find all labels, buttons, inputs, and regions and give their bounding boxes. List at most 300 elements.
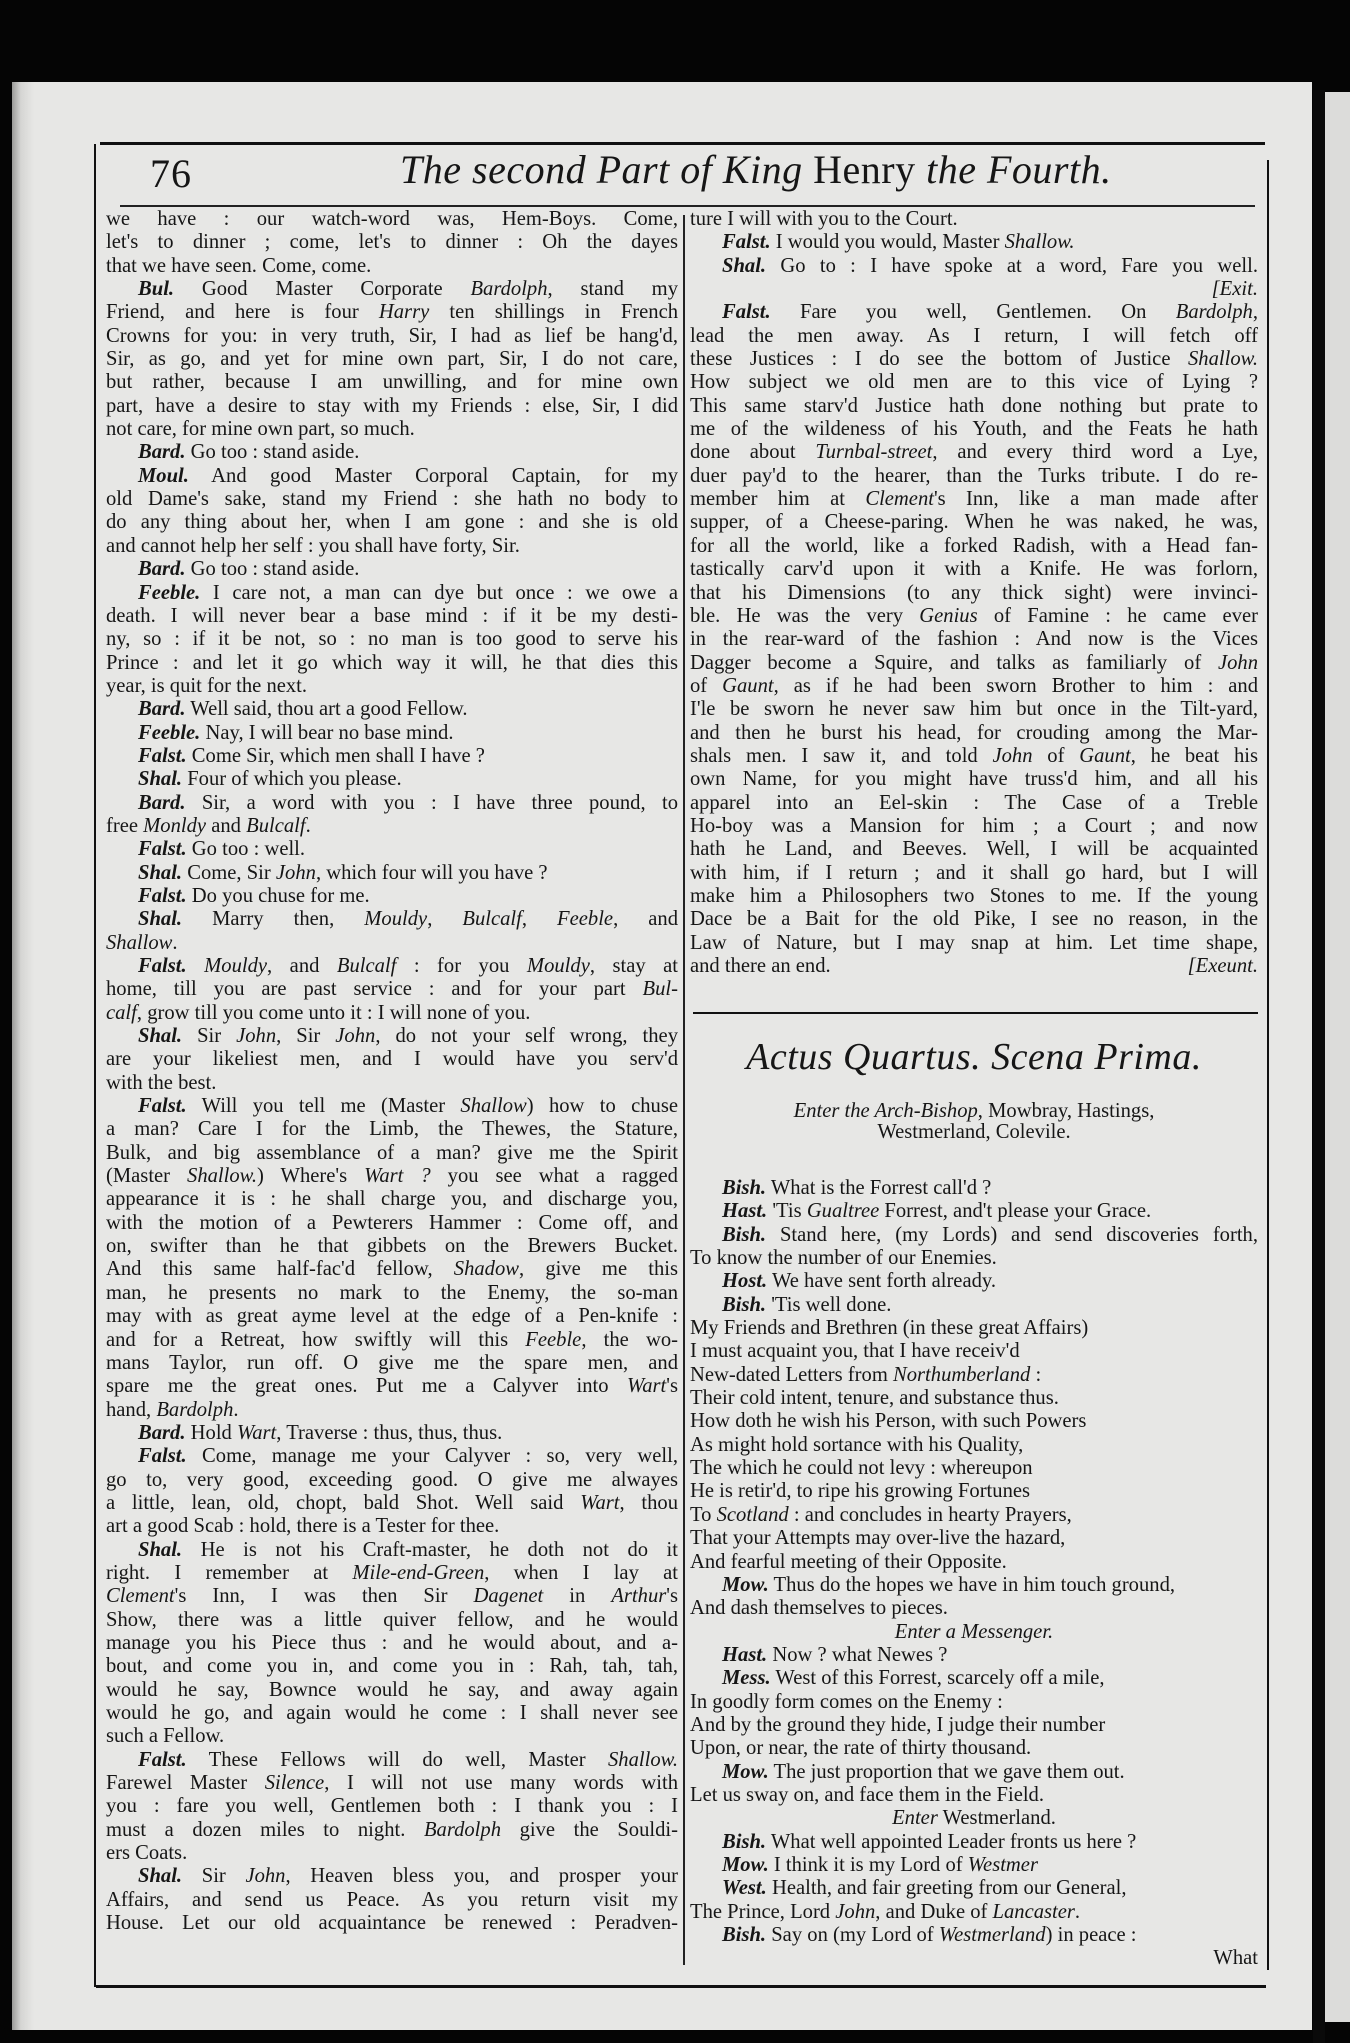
speaker-label: West. — [722, 1877, 767, 1900]
text-line — [106, 301, 678, 324]
speaker-label: Shal. — [722, 254, 767, 277]
dialogue-text: , and every third word a Lye, — [932, 441, 1258, 464]
proper-name: Shallow. — [1004, 231, 1075, 254]
text-line — [106, 1539, 678, 1562]
dialogue-text: and cannot help her self : you shall have forty, Sir. — [106, 534, 520, 557]
text-line — [106, 1469, 678, 1492]
proper-name: Lancaster — [992, 1900, 1075, 1923]
dialogue-text: New-dated Letters from — [690, 1363, 893, 1386]
text-line — [106, 955, 678, 978]
text-line — [690, 745, 1258, 768]
text-line — [690, 698, 1258, 721]
proper-name: Bulcalf — [462, 908, 522, 931]
text-line — [106, 325, 678, 348]
text-line — [106, 1118, 678, 1141]
dialogue-text: would he go, and again would he come : I shall never see — [106, 1702, 678, 1724]
dialogue-text — [187, 955, 204, 977]
dialogue-text: And dash themselves to pieces. — [690, 1597, 948, 1620]
text-line — [106, 1142, 678, 1165]
dialogue-text: let's to dinner ; come, let's to dinner : Oh the dayes — [106, 231, 678, 254]
dialogue-text: with him, if I return ; and it shall go hard, but I will — [690, 861, 1258, 884]
dialogue-text: hand, — [106, 1398, 157, 1421]
text-line — [106, 1305, 678, 1328]
speaker-label: Mess. — [722, 1667, 771, 1690]
dialogue-text: with the motion of a Pewterers Hammer : Come off, and — [106, 1211, 678, 1234]
dialogue-text: , stay at — [589, 955, 678, 977]
speaker-label: Bul. — [138, 278, 175, 301]
dialogue-text: death. I will never bear a base mind : if it be my desti- — [106, 604, 678, 627]
running-title-prefix: The second Part of — [400, 147, 713, 192]
speaker-label: Bish. — [722, 1223, 767, 1246]
dialogue-text: This same starv'd Justice hath done nothing but prate to — [690, 394, 1258, 417]
speaker-label: Falst. — [138, 1445, 187, 1468]
dialogue-text: apparel into an Eel-skin : The Case of a Treble — [690, 791, 1258, 814]
proper-name: John — [992, 744, 1033, 767]
text-line — [690, 1224, 1258, 1247]
dialogue-text: 'Tis well done. — [766, 1293, 892, 1316]
dialogue-text: That your Attempts may over-live the hazard, — [690, 1527, 1066, 1550]
proper-name: Gualtree — [806, 1200, 880, 1223]
right-column-text — [690, 208, 1258, 978]
text-line — [106, 1679, 678, 1702]
dialogue-text: man, he presents no mark to the Enemy, the so-man — [106, 1281, 678, 1304]
dialogue-text: ers Coats. — [106, 1842, 188, 1865]
dialogue-text: year, is quit for the next. — [106, 674, 308, 697]
speaker-label: Bard. — [138, 791, 186, 814]
speaker-label: Hast. — [722, 1643, 768, 1666]
frame-left-rule — [94, 144, 96, 1987]
text-line — [106, 1212, 678, 1235]
dialogue-text: The which he could not levy : whereupon — [690, 1457, 1033, 1480]
dialogue-text: Farewel Master — [106, 1772, 265, 1795]
dialogue-text: These Fellows will do well, Master — [186, 1748, 608, 1771]
dialogue-text: , which four will you have ? — [315, 861, 548, 884]
text-line — [690, 1574, 1258, 1597]
dialogue-text: . — [1074, 1900, 1081, 1923]
dialogue-text: Thus do the hopes we have in him touch ground, — [768, 1573, 1176, 1596]
text-line — [106, 535, 678, 558]
frame-bottom-rule — [96, 1985, 1266, 1988]
text-line — [690, 1901, 1258, 1924]
proper-name: Bulcalf — [336, 955, 397, 977]
dialogue-text: , he beat his — [1130, 744, 1258, 767]
dialogue-text: 's — [666, 1375, 678, 1398]
dialogue-text: , when I lay at — [484, 1561, 679, 1584]
speaker-label: Bish. — [722, 1830, 767, 1853]
proper-name: Bardolph — [156, 1398, 234, 1421]
text-line — [690, 605, 1258, 628]
dialogue-text: Go to : I have spoke at a word, Fare you well. — [766, 254, 1258, 277]
dialogue-text: Sir, as go, and yet for mine own part, Sir, I do not care, — [106, 348, 678, 371]
dialogue-text: And good Master Corporal Captain, for my — [188, 464, 678, 487]
proper-name: Wart — [626, 1375, 667, 1398]
speaker-label: Mow. — [722, 1853, 769, 1876]
text-line — [690, 418, 1258, 441]
dialogue-text: To — [690, 1503, 717, 1526]
proper-name: Mile-end-Green — [352, 1561, 485, 1584]
adjacent-page-edge — [1325, 92, 1350, 2022]
running-title-fourth: Fourth. — [986, 147, 1112, 192]
text-line — [106, 885, 678, 908]
dialogue-text: bout, and come you in, and come you in : Rah, tah, tah, — [106, 1655, 678, 1678]
text-line — [690, 1270, 1258, 1293]
speaker-label: Bard. — [138, 1421, 186, 1444]
text-line — [690, 395, 1258, 418]
text-line — [690, 1480, 1258, 1503]
text-line — [106, 1749, 678, 1772]
dialogue-text: Say on (my Lord of — [766, 1924, 939, 1946]
text-line — [106, 675, 678, 698]
dialogue-text: Crowns for you: in very truth, Sir, I had as lief be hang'd, — [106, 324, 678, 347]
column-divider — [683, 215, 685, 1965]
dialogue-text: Go too : stand aside. — [185, 558, 360, 581]
text-line — [106, 1188, 678, 1211]
dialogue-text: (Master — [106, 1165, 188, 1188]
speaker-label: Falst. — [138, 884, 187, 907]
dialogue-text: , as if he had been sworn Brother to him : and — [773, 674, 1258, 697]
stage-direction-exit: [Exit. — [1211, 278, 1258, 301]
proper-name: John — [236, 1025, 277, 1048]
text-line — [690, 371, 1258, 394]
proper-name: Gaunt — [722, 674, 774, 697]
text-line — [106, 745, 678, 768]
text-line — [690, 441, 1258, 464]
text-line — [106, 1025, 678, 1048]
text-line — [690, 1644, 1258, 1667]
dialogue-text: 'Tis — [767, 1200, 807, 1223]
dialogue-text: How subject we old men are to this vice of Lying ? — [690, 371, 1258, 394]
proper-name: Westmerland — [938, 1924, 1046, 1946]
text-line — [690, 1387, 1258, 1410]
stage-direction-name: Westmerland. — [937, 1807, 1056, 1830]
dialogue-text: such a Fellow. — [106, 1725, 225, 1748]
dialogue-text: ble. He was the very — [690, 604, 920, 627]
text-line — [690, 1807, 1258, 1830]
speaker-label: Mow. — [722, 1760, 769, 1783]
text-line — [106, 792, 678, 815]
dialogue-text: duer pay'd to the hearer, than the Turks tribute. I do re- — [690, 464, 1258, 487]
scene-entry-direction — [690, 1101, 1258, 1143]
proper-name: Mouldy — [526, 955, 590, 977]
text-line — [690, 1317, 1258, 1340]
dialogue-text: Law of Nature, but I may snap at him. Let time shape, — [690, 931, 1258, 954]
text-line — [106, 1048, 678, 1071]
text-line — [690, 1247, 1258, 1270]
proper-name: Shallow — [460, 1095, 527, 1118]
dialogue-text: , thou — [619, 1491, 678, 1514]
text-line — [106, 722, 678, 745]
dialogue-text: I would you would, Master — [770, 231, 1005, 254]
dialogue-text: I'le be sworn he never saw him but once in the Tilt-yard, — [690, 698, 1258, 721]
text-line — [106, 1795, 678, 1818]
text-line — [690, 1691, 1258, 1714]
dialogue-text: ) in peace : — [1045, 1924, 1137, 1946]
text-line — [106, 652, 678, 675]
text-line — [106, 838, 678, 861]
dialogue-text: And this same half-fac'd fellow, — [106, 1258, 454, 1281]
text-line — [106, 1258, 678, 1281]
dialogue-text: ) Where's — [257, 1165, 365, 1188]
dialogue-text: As might hold sortance with his Quality, — [690, 1433, 1024, 1456]
speaker-label: Host. — [722, 1270, 768, 1293]
dialogue-text: and there an end. — [690, 955, 831, 977]
dialogue-text: He is not his Craft-master, he doth not do it — [182, 1538, 678, 1561]
text-line — [106, 1072, 678, 1095]
speaker-label: Bish. — [722, 1924, 767, 1946]
proper-name: Shallow. — [1188, 348, 1258, 371]
text-line — [690, 511, 1258, 534]
running-title — [400, 146, 1112, 193]
speaker-label: Falst. — [722, 301, 771, 324]
proper-name: Bulcalf — [246, 814, 306, 837]
text-line — [690, 908, 1258, 931]
dialogue-text: on, swifter than he that gibbets on the Brewers Bucket. — [106, 1235, 678, 1258]
dialogue-text: 's Inn, I was then Sir — [174, 1585, 474, 1608]
dialogue-text: . — [233, 1398, 239, 1421]
dialogue-text: Well said, thou art a good Fellow. — [185, 698, 468, 721]
dialogue-text: of — [1032, 744, 1080, 767]
text-line — [106, 418, 678, 441]
text-line — [690, 838, 1258, 861]
text-line — [106, 1655, 678, 1678]
proper-name: Mouldy — [364, 908, 428, 931]
proper-name: calf — [106, 1001, 137, 1024]
text-line — [690, 255, 1258, 278]
text-line — [106, 1515, 678, 1538]
dialogue-text: He is retir'd, to ripe his growing Fortunes — [690, 1480, 1031, 1503]
dialogue-text: and for a Retreat, how swiftly will this — [106, 1328, 526, 1351]
speaker-label: Falst. — [138, 955, 187, 977]
text-line — [690, 1177, 1258, 1200]
speaker-label: Bish. — [722, 1293, 767, 1316]
dialogue-text: Come, Sir — [182, 861, 276, 884]
text-line — [106, 1002, 678, 1025]
dialogue-text: not care, for mine own part, so much. — [106, 418, 415, 441]
dialogue-text: What is the Forrest call'd ? — [766, 1177, 992, 1199]
dialogue-text: that we have seen. Come, come. — [106, 254, 372, 277]
dialogue-text: . — [305, 814, 311, 837]
text-line — [106, 255, 678, 278]
dialogue-text: Let us sway on, and face them in the Field. — [690, 1783, 1045, 1806]
dialogue-text: ten shillings in French — [429, 301, 679, 324]
page-number: 76 — [150, 151, 192, 196]
proper-name: Silence — [264, 1772, 325, 1795]
proper-name: Wart — [236, 1421, 277, 1444]
dialogue-text: Now ? what Newes ? — [767, 1643, 948, 1666]
proper-name: Shallow. — [187, 1165, 258, 1188]
text-line — [106, 1702, 678, 1725]
dialogue-text: Stand here, (my Lords) and send discoveries forth, — [766, 1223, 1258, 1246]
stage-direction: Enter — [892, 1807, 938, 1830]
running-title-henry: Henry — [813, 147, 916, 192]
dialogue-text: appearance it is : he shall charge you, and discharge you, — [106, 1188, 678, 1211]
speaker-label: Feeble. — [138, 721, 201, 744]
dialogue-text: Go too : stand aside. — [185, 441, 360, 464]
text-line — [690, 1527, 1258, 1550]
dialogue-text: , give me this — [519, 1258, 679, 1281]
dialogue-text: : — [1030, 1363, 1042, 1386]
text-line — [690, 1947, 1258, 1970]
running-title-the: the — [926, 147, 977, 192]
text-line — [106, 1422, 678, 1445]
dialogue-text: , Sir — [276, 1025, 336, 1048]
dialogue-text: , — [521, 908, 558, 931]
dialogue-text: We have sent forth already. — [767, 1270, 996, 1293]
text-line — [106, 582, 678, 605]
dialogue-text: Will you tell me (Master — [186, 1095, 461, 1118]
dialogue-text: Hold — [185, 1421, 237, 1444]
left-column-text — [106, 208, 678, 1935]
dialogue-text: : and concludes in hearty Prayers, — [788, 1503, 1072, 1526]
text-line — [106, 395, 678, 418]
proper-name: Harry — [378, 301, 430, 324]
dialogue-text: shals men. I saw it, and told — [690, 744, 993, 767]
dialogue-text: member him at — [690, 488, 866, 511]
dialogue-text: ture I will with you to the Court. — [690, 208, 958, 230]
dialogue-text: done about — [690, 441, 816, 464]
dialogue-text: Four of which you please. — [182, 768, 402, 791]
dialogue-text: , Traverse : thus, thus, thus. — [276, 1421, 503, 1444]
text-line — [690, 1200, 1258, 1223]
text-line — [106, 1889, 678, 1912]
dialogue-text: in — [543, 1585, 612, 1608]
dialogue-text: and then he burst his head, for crouding among the Mar- — [690, 721, 1258, 744]
proper-name: John — [335, 1025, 376, 1048]
page-edge-shadow — [12, 82, 34, 2030]
text-line — [690, 1737, 1258, 1760]
text-line — [690, 1434, 1258, 1457]
scene-text — [690, 1177, 1258, 1971]
dialogue-text: do any thing about her, when I am gone : and she is old — [106, 511, 678, 534]
proper-name: Shallow — [106, 931, 173, 954]
dialogue-text: me of the wildeness of his Youth, and the Feats he hath — [690, 418, 1258, 441]
stage-direction-exit: [Exeunt. — [1187, 955, 1258, 977]
text-line — [106, 698, 678, 721]
proper-name: John — [835, 1900, 876, 1923]
speaker-label: Hast. — [722, 1200, 768, 1223]
text-line — [106, 208, 678, 231]
dialogue-text: I must acquaint you, that I have receiv'd — [690, 1340, 1020, 1363]
text-line — [106, 1865, 678, 1888]
dialogue-text: 's Inn, like a man made after — [933, 488, 1258, 511]
text-line — [106, 605, 678, 628]
text-line — [690, 1784, 1258, 1807]
dialogue-text: hath he Land, and Beeves. Well, I will be acquainted — [690, 838, 1258, 861]
dialogue-text: Dagger become a Squire, and talks as familiarly of — [690, 651, 1218, 674]
text-line — [690, 1597, 1258, 1620]
dialogue-text: . — [172, 931, 178, 954]
proper-name: Feeble — [525, 1328, 582, 1351]
dialogue-text: Good Master Corporate — [174, 278, 471, 301]
text-line — [106, 511, 678, 534]
text-line — [690, 1340, 1258, 1363]
dialogue-text: tastically carv'd upon it with a Knife. He was forlorn, — [690, 558, 1258, 581]
text-line — [690, 722, 1258, 745]
dialogue-text: , — [1252, 301, 1258, 324]
speaker-label: Bard. — [138, 558, 186, 581]
dialogue-text: Dace be a Bait for the old Pike, I see no reason, in the — [690, 908, 1258, 931]
text-line — [106, 371, 678, 394]
dialogue-text: What well appointed Leader fronts us here ? — [766, 1830, 1137, 1853]
proper-name: Scotland — [716, 1503, 789, 1526]
text-line — [106, 1609, 678, 1632]
text-line — [690, 1761, 1258, 1784]
dialogue-text: give the Souldi- — [501, 1818, 678, 1841]
dialogue-text: , and — [613, 908, 678, 931]
dialogue-text: of — [690, 674, 723, 697]
dialogue-text: , the wo- — [581, 1328, 678, 1351]
dialogue-text: home, till you are past service : and for your part — [106, 978, 643, 1001]
proper-name: Monldy — [143, 814, 207, 837]
proper-name: Turnbal-street — [815, 441, 933, 464]
dialogue-text: ) how to chuse — [526, 1095, 678, 1118]
scene-entry-italic: Enter the Arch-Bishop — [793, 1100, 978, 1122]
dialogue-text: And fearful meeting of their Opposite. — [690, 1550, 1007, 1573]
text-line — [690, 1877, 1258, 1900]
proper-name: Mouldy — [204, 955, 268, 977]
dialogue-text: Do you chuse for me. — [186, 884, 370, 907]
dialogue-text: Their cold intent, tenure, and substance thus. — [690, 1387, 1059, 1410]
text-line — [690, 792, 1258, 815]
proper-name: Wart ? — [364, 1165, 431, 1188]
text-line — [690, 628, 1258, 651]
text-line — [690, 1924, 1258, 1947]
text-line — [690, 348, 1258, 371]
dialogue-text: Friend, and here is four — [106, 301, 379, 324]
text-line — [106, 1399, 678, 1422]
dialogue-text: Forrest, and't please your Grace. — [879, 1200, 1152, 1223]
dialogue-text: My Friends and Brethren (in these great Affairs) — [690, 1317, 1089, 1340]
dialogue-text: right. I remember at — [106, 1561, 353, 1584]
proper-name: Clement — [865, 488, 934, 511]
dialogue-text: but rather, because I am unwilling, and for mine own — [106, 371, 678, 394]
dialogue-text: we have : our watch-word was, Hem-Boys. Come, — [106, 208, 678, 230]
catchword: What — [1213, 1947, 1258, 1970]
text-line — [690, 652, 1258, 675]
dialogue-text: Go too : well. — [186, 838, 306, 861]
dialogue-text: own Name, for you might have truss'd him, and all his — [690, 768, 1258, 791]
speaker-label: Falst. — [138, 744, 187, 767]
text-line — [106, 1095, 678, 1118]
dialogue-text: a little, lean, old, chopt, bald Shot. Well said — [106, 1491, 581, 1514]
text-line — [690, 1364, 1258, 1387]
dialogue-text: these Justices : I do see the bottom of Justice — [690, 348, 1188, 371]
stage-direction: Enter a Messenger. — [894, 1620, 1054, 1643]
dialogue-text: Nay, I will bear no base mind. — [200, 721, 454, 744]
text-line — [690, 1551, 1258, 1574]
dialogue-text: Bulk, and big assemblance of a man? give me the Spirit — [106, 1141, 678, 1164]
text-line — [106, 1632, 678, 1655]
text-line — [690, 558, 1258, 581]
text-line — [106, 348, 678, 371]
dialogue-text: Show, there was a little quiver fellow, and he would — [106, 1608, 678, 1631]
dialogue-text: Come, manage me your Calyver : so, very well, — [186, 1445, 678, 1468]
text-line — [106, 1282, 678, 1305]
text-line — [690, 1831, 1258, 1854]
speaker-label: Shal. — [138, 1865, 183, 1888]
frame-right-rule — [1267, 160, 1269, 1970]
text-line — [690, 325, 1258, 348]
speaker-label: Shal. — [138, 1025, 183, 1048]
dialogue-text: : for you — [396, 955, 527, 977]
header-rule — [120, 205, 1255, 207]
proper-name: Shadow — [453, 1258, 520, 1281]
dialogue-text: of Famine : he came ever — [977, 604, 1258, 627]
text-line — [690, 535, 1258, 558]
text-line — [106, 488, 678, 511]
text-line — [106, 231, 678, 254]
frame-top-rule — [100, 142, 1265, 145]
